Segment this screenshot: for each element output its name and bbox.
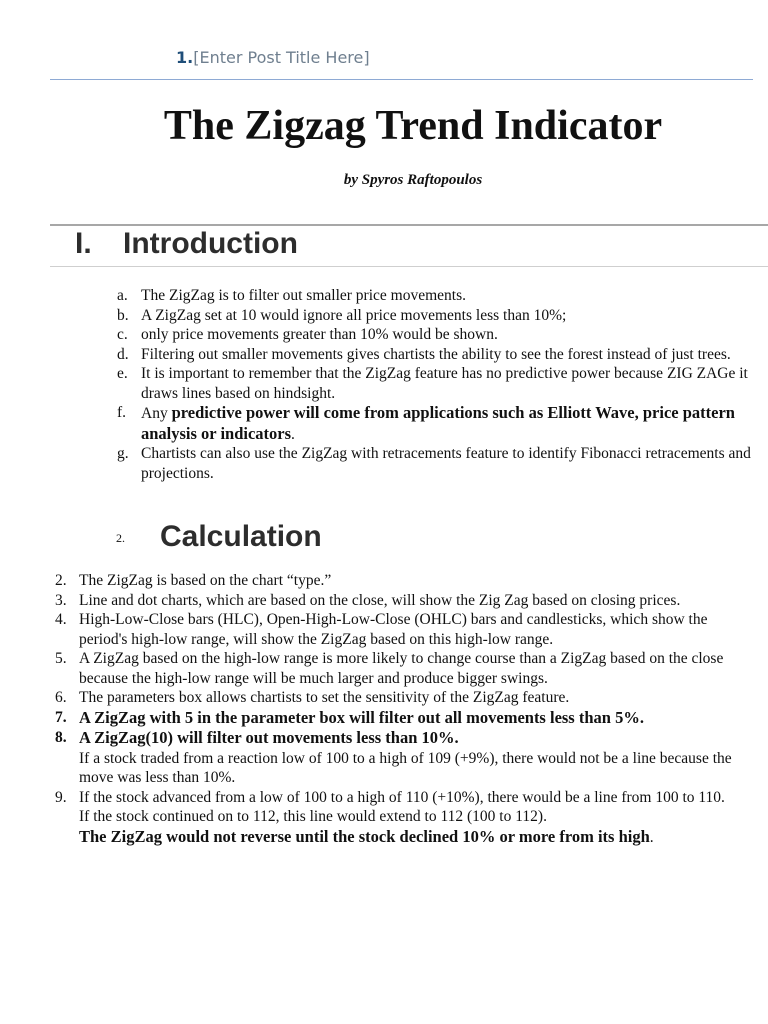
list-item-text: Filtering out smaller movements gives chartists the ability to see the forest instead of just trees. (141, 345, 731, 363)
list-marker: c. (117, 326, 128, 343)
list-marker: 6. (55, 689, 67, 706)
list-item (117, 286, 761, 306)
list-item-text: A ZigZag based on the high-low range is more likely to change course than a ZigZag based on the close because the high-low range will be much larger and produce bigger swings. (79, 650, 724, 687)
list-item (55, 688, 754, 708)
post-number: 1. (176, 48, 194, 67)
list-item (117, 306, 761, 326)
section-number: 2. (116, 530, 125, 545)
list-item-text: The ZigZag is based on the chart “type.” (79, 572, 332, 589)
list-marker: a. (117, 287, 128, 304)
list-item (55, 610, 754, 649)
list-item (55, 707, 754, 729)
list-item-text: It is important to remember that the ZigZag feature has no predictive power because ZIG ZAGe it draws lines based on hindsight. (141, 365, 748, 402)
list-item (117, 364, 761, 403)
list-item (117, 444, 761, 483)
section-heading-calculation (116, 520, 322, 554)
list-item-text: The ZigZag is to filter out smaller price movements. (141, 287, 466, 304)
list-item-text-suffix: . (291, 425, 295, 443)
list-marker: f. (117, 404, 127, 421)
list-item (55, 649, 754, 688)
list-item (117, 345, 761, 365)
byline: by Spyros Raftopoulos (343, 172, 483, 188)
list-item (55, 728, 754, 788)
header-divider (50, 79, 753, 80)
list-marker: 8. (55, 729, 67, 746)
section-title: Introduction (123, 227, 298, 260)
list-item-text: High-Low-Close bars (HLC), Open-High-Low-Close (OHLC) bars and candlesticks, which show the period's high-low range, will show the ZigZag based on this high-low range. (79, 611, 708, 648)
list-item-continuation: If a stock traded from a reaction low of 100 to a high of 109 (+9%), there would not be a line because the move was less than 10%. (79, 749, 732, 786)
list-marker: 4. (55, 611, 67, 628)
list-marker: 5. (55, 650, 67, 667)
section-number: I. (75, 227, 92, 260)
calculation-list (55, 571, 754, 847)
list-item (55, 788, 754, 848)
list-item-text: A ZigZag set at 10 would ignore all price movements less than 10%; (141, 306, 567, 324)
document-title: The Zigzag Trend Indicator (163, 103, 663, 149)
list-item-text-bold: predictive power will come from applications such as Elliott Wave, price pattern analysis or indicators (141, 403, 735, 443)
list-marker: b. (117, 306, 129, 324)
list-item-text: Chartists can also use the ZigZag with retracements feature to identify Fibonacci retracements and projections. (141, 445, 751, 482)
list-item-continuation: If the stock continued on to 112, this line would extend to 112 (100 to 112). (79, 808, 547, 825)
list-item-text-bold: A ZigZag with 5 in the parameter box will filter out all movements less than 5%. (79, 707, 644, 727)
post-title-text: [Enter Post Title Here] (193, 48, 370, 67)
list-item-closing-suffix: . (649, 828, 654, 846)
list-item-text: The parameters box allows chartists to set the sensitivity of the ZigZag feature. (79, 689, 570, 706)
list-item-text-bold: A ZigZag(10) will filter out movements less than 10%. (79, 728, 459, 747)
list-marker: g. (117, 445, 129, 462)
section-divider-bottom (50, 266, 768, 267)
list-marker: d. (117, 345, 129, 363)
section-divider-top (50, 224, 768, 226)
list-item-text: If the stock advanced from a low of 100 to a high of 110 (+10%), there would be a line from 100 to 110. (79, 788, 725, 806)
list-item (117, 325, 761, 345)
section-heading-introduction (75, 227, 298, 261)
list-marker: 2. (55, 572, 67, 589)
list-marker: 3. (55, 591, 67, 609)
section-title: Calculation (160, 520, 322, 553)
introduction-list (117, 286, 761, 483)
list-marker: 7. (55, 708, 67, 726)
list-item (117, 403, 761, 444)
list-marker: e. (117, 365, 128, 382)
list-item-text: Line and dot charts, which are based on the close, will show the Zig Zag based on closing prices. (79, 591, 681, 609)
list-item-text-prefix: Any (141, 405, 172, 422)
post-title-placeholder[interactable] (176, 48, 370, 67)
list-item-text: only price movements greater than 10% would be shown. (141, 326, 498, 343)
list-marker: 9. (55, 788, 67, 806)
list-item (55, 591, 754, 611)
list-item-closing-bold: The ZigZag would not reverse until the stock declined 10% or more from its high (79, 826, 650, 846)
list-item (55, 571, 754, 591)
